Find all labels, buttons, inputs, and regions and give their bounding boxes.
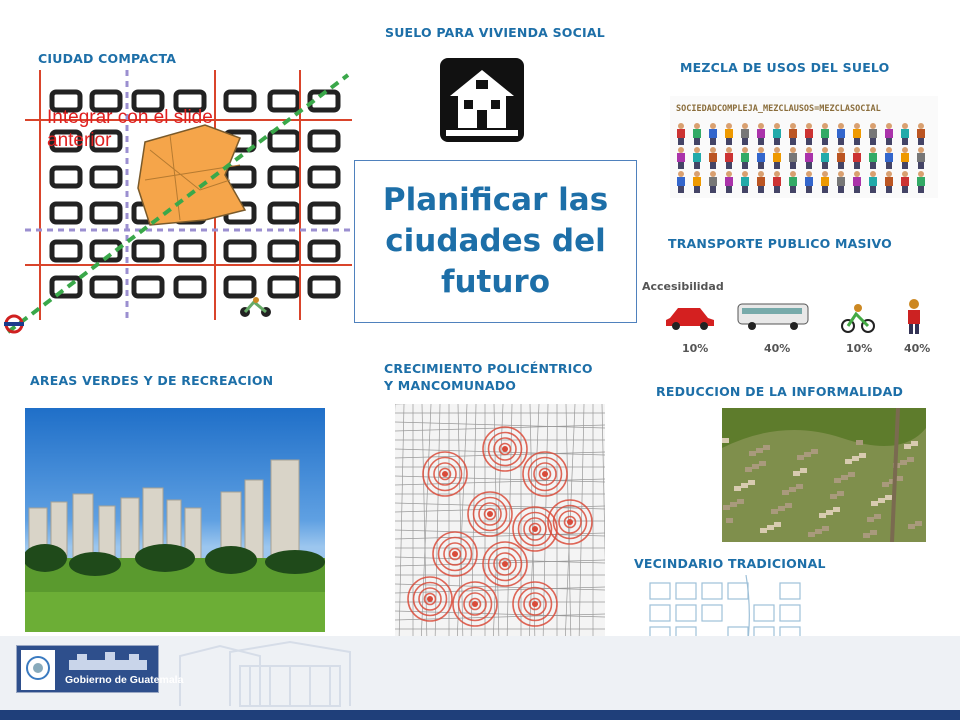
bus-icon bbox=[738, 304, 808, 330]
label-ciudad-compacta: CIUDAD COMPACTA bbox=[38, 51, 177, 66]
label-suelo-vivienda: SUELO PARA VIVIENDA SOCIAL bbox=[385, 25, 605, 40]
polycentric-map bbox=[395, 404, 605, 644]
mixed-use-banner: SOCIEDADCOMPLEJA_MEZCLAUSOS=MEZCLASOCIAL bbox=[676, 104, 881, 114]
note-integrar: Integrar con el slide anterior bbox=[47, 107, 213, 151]
share-bicycle: 10% bbox=[846, 342, 873, 355]
share-pedestrian: 40% bbox=[904, 342, 931, 355]
label-transporte: TRANSPORTE PUBLICO MASIVO bbox=[668, 236, 893, 251]
label-mezcla-usos: MEZCLA DE USOS DEL SUELO bbox=[680, 60, 890, 75]
label-crecimiento-1: CRECIMIENTO POLICÉNTRICO bbox=[384, 361, 593, 376]
mixed-use-people-image bbox=[670, 96, 938, 198]
green-areas-photo bbox=[25, 408, 325, 632]
transport-image bbox=[642, 274, 942, 358]
share-bus: 40% bbox=[764, 342, 791, 355]
share-car: 10% bbox=[682, 342, 709, 355]
transport-heading: Accesibilidad bbox=[642, 280, 724, 293]
informal-settlement-photo bbox=[722, 408, 926, 542]
government-logo bbox=[16, 645, 184, 693]
car-icon bbox=[666, 308, 714, 330]
label-reduccion: REDUCCION DE LA INFORMALIDAD bbox=[656, 384, 904, 399]
palace-silhouette-icon bbox=[69, 652, 147, 670]
label-vecindario: VECINDARIO TRADICIONAL bbox=[634, 556, 826, 571]
pedestrian-icon bbox=[908, 299, 920, 334]
bicycle-icon bbox=[842, 304, 874, 332]
label-crecimiento-2: Y MANCOMUNADO bbox=[384, 378, 517, 393]
government-logo-text: Gobierno de Guatemala bbox=[65, 674, 184, 686]
page-title: Planificar las ciudades del futuro bbox=[382, 182, 609, 300]
title-box bbox=[354, 160, 637, 323]
house-icon bbox=[440, 58, 524, 142]
label-areas-verdes: AREAS VERDES Y DE RECREACION bbox=[30, 373, 274, 388]
